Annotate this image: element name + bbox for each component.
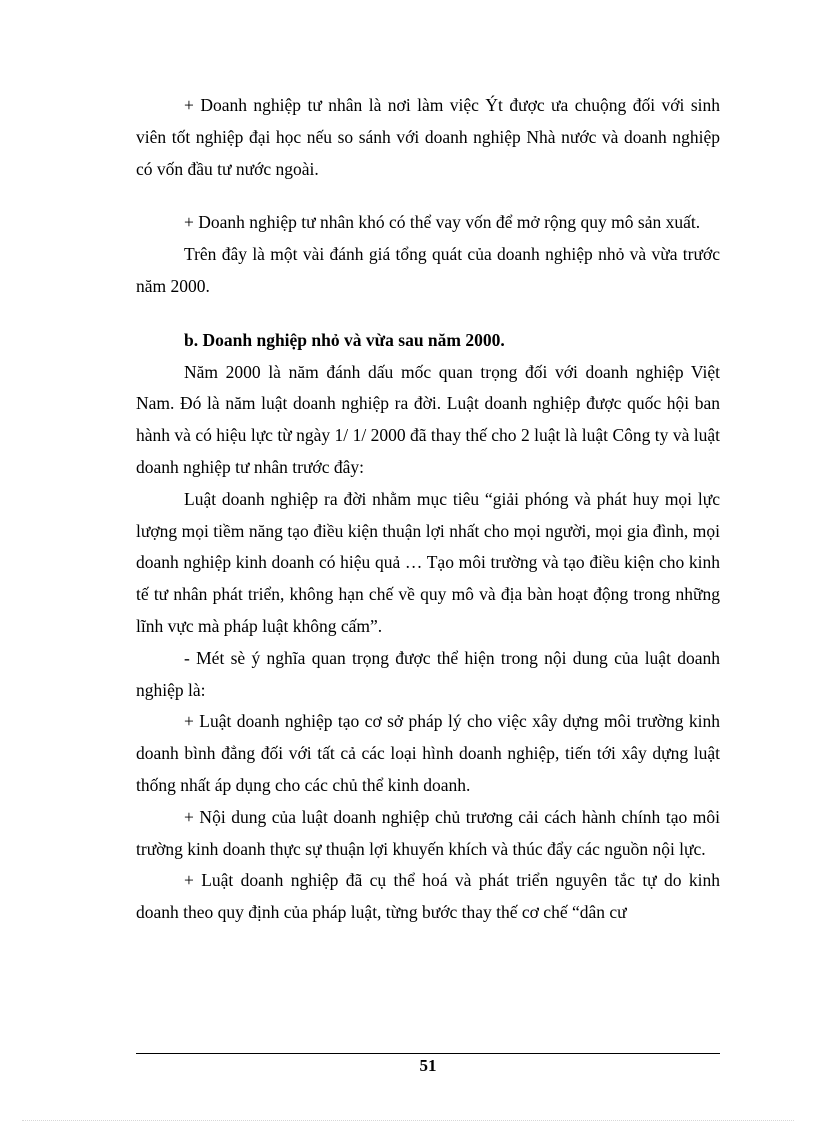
paragraph-legal-basis: + Luật doanh nghiệp tạo cơ sở pháp lý cho việc xây dựng môi trường kinh doanh bình đẳng đối với tất cả các loại hình doanh nghiệp, tiến tới xây dựng luật thống nhất áp dụng cho các chủ thể kinh doanh. [136, 711, 720, 795]
paragraph-freedom-of-business: + Luật doanh nghiệp đã cụ thể hoá và phát triển nguyên tắc tự do kinh doanh theo quy định của pháp luật, từng bước thay thế cơ chế “dân cư [136, 870, 720, 923]
paragraph-private-enterprise-loans: + Doanh nghiệp tư nhân khó có thể vay vốn để mở rộng quy mô sản xuất. [184, 212, 701, 233]
section-heading-after-2000: b. Doanh nghiệp nhỏ và vừa sau năm 2000. [184, 329, 505, 350]
paragraph-summary-before-2000: Trên đây là một vài đánh giá tổng quát của doanh nghiệp nhỏ và vừa trước năm 2000. [136, 244, 720, 296]
paragraph-enterprise-law-2000: Năm 2000 là năm đánh dấu mốc quan trọng đối với doanh nghiệp Việt Nam. Đó là năm luật doanh nghiệp ra đời. Luật doanh nghiệp được quốc hội ban hành và có hiệu lực từ ngày 1/ 1/ 2000 đã thay thế cho 2 luật là luật Công ty và luật doanh nghiệp tư nhân trước đây: [136, 361, 720, 477]
paragraph-law-objectives: Luật doanh nghiệp ra đời nhằm mục tiêu “giải phóng và phát huy mọi lực lượng mọi tiềm năng tạo điều kiện thuận lợi nhất cho mọi người, mọi gia đình, mọi doanh nghiệp kinh doanh có hiệu quả … Tạo môi trường và tạo điều kiện cho kinh tế tư nhân phát triển, không hạn chế về quy mô và địa bàn hoạt động trong những lĩnh vực mà pháp luật không cấm”. [136, 488, 720, 636]
page-number: 51 [419, 1056, 437, 1075]
paragraph-law-significance-intro: - Mét sè ý nghĩa quan trọng được thể hiện trong nội dung của luật doanh nghiệp là: [136, 647, 720, 700]
footer-divider [136, 1053, 720, 1054]
paragraph-administrative-reform: + Nội dung của luật doanh nghiệp chủ trương cải cách hành chính tạo môi trường kinh doanh thực sự thuận lợi khuyến khích và thúc đẩy các nguồn nội lực. [136, 806, 720, 859]
page-edge-divider [22, 1120, 794, 1121]
body-text [136, 90, 720, 929]
paragraph-private-enterprise-employment: + Doanh nghiệp tư nhân là nơi làm việc Ýt được ưa chuộng đối với sinh viên tốt nghiệp đại học nếu so sánh với doanh nghiệp Nhà nước và doanh nghiệp có vốn đầu tư nước ngoài. [136, 95, 720, 179]
